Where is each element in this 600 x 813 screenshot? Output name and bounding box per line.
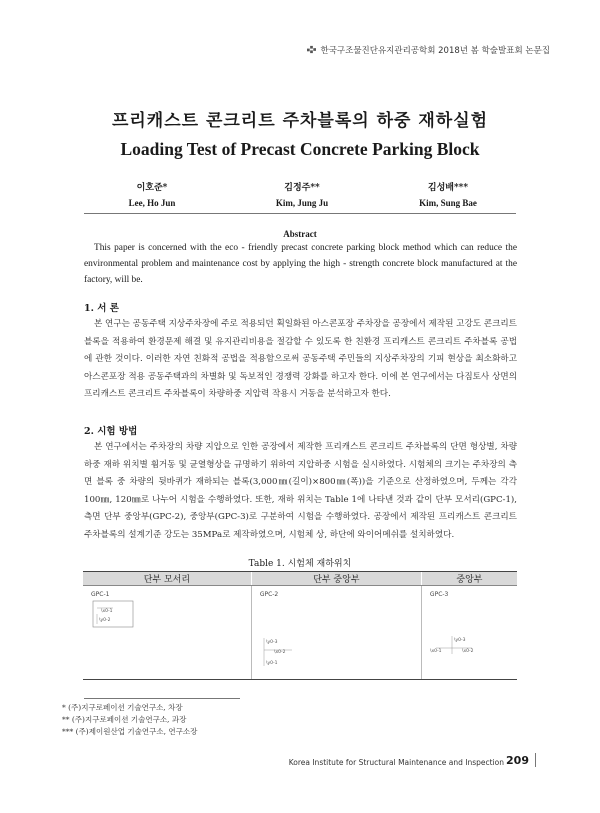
paper-title-english: Loading Test of Precast Concrete Parking Block — [120, 139, 480, 159]
table-caption: Table 1. 시험체 재하위치 — [248, 559, 352, 569]
table-header-edge-center: 단부 중앙부 — [251, 572, 421, 586]
author-name-korean: 김성배*** — [427, 183, 469, 193]
load-mark: \y0-3 — [265, 640, 278, 645]
load-mark: \x0-1 — [429, 649, 442, 654]
author-2 — [232, 180, 372, 208]
table-cell-gpc3 — [421, 586, 517, 680]
section-heading-method: 2. 시험 방법 — [84, 426, 138, 437]
table-header-edge-corner: 단부 모서리 — [83, 572, 251, 586]
load-mark: \x0-2 — [273, 650, 286, 655]
specimen-label: GPC-3 — [429, 591, 449, 598]
page-number: 209 — [506, 754, 529, 767]
author-divider — [84, 213, 516, 214]
section-text-method: 본 연구에서는 주차장의 차량 지압으로 인한 공장에서 제작한 프리캐스트 콘크리트 주차블록의 단면 형상별, 차량하중 재하 위치별 휨거동 및 균열형상을 규명하기 위하여 지압하중 시험을 실시하였다. 시험체의 크기는 주차장의 측면 블록 중 차량의 뒷바퀴가 재하되는 블록(3,000㎜(길이)×800㎜(폭))을 기준으로 산정하였으며, 두께는 각각 100㎜, 120㎜로 나누어 시험을 수행하였다. 또한, 재하 위치는 Table 1에 나타낸 것과 같이 단부 모서리(GPC-1), 측면 단부 중앙부(GPC-2), 중앙부(GPC-3)로 구분하여 시험을 수행하였다. 공장에서 제작된 프리캐스트 콘크리트 주차블록의 설계기준 강도는 35MPa로 제작하였으며, 시험체 상, 하단에 와이어메쉬를 설치하였다. — [84, 442, 517, 540]
paper-title-korean: 프리캐스트 콘크리트 주차블록의 하중 재하실험 — [111, 111, 489, 131]
footer-institute: Korea Institute for Structural Maintenance and Inspection — [288, 758, 504, 767]
load-position-figure — [83, 586, 227, 679]
abstract-heading: Abstract — [283, 229, 317, 239]
specimen-label: GPC-1 — [91, 591, 110, 598]
specimen-table — [83, 571, 517, 680]
load-mark: \y0-1 — [265, 661, 278, 666]
table-cell-gpc1 — [83, 586, 251, 680]
specimen-label: GPC-2 — [259, 591, 279, 598]
section-text-introduction: 본 연구는 공동주택 지상주차장에 주로 적용되던 획일화된 아스콘포장 주차장을 공장에서 제작된 고강도 콘크리트 블록을 적용하여 환경문제 해결 및 유지관리비용을 절감할 수 있도록 한 친환경 프리캐스트 콘크리트 주차블록 공법에 관한 것이다. 이러한 자연 친화적 공법을 적용함으로써 공동주택 주민들의 지상주차장의 기피 현상을 최소화하고 아스콘포장 적용 공동주택과의 차별화 및 독보적인 경쟁력 강화를 하고자 한다. 이에 본 연구에서는 다짐토사 상면의 프리캐스트 콘크리트 주차블록이 차량하중 지압력 작용시 거동을 분석하고자 한다. — [84, 319, 517, 399]
footnote-3: *** (주)제이원산업 기술연구소, 연구소장 — [62, 727, 198, 736]
author-3 — [378, 180, 518, 208]
load-mark: \x0-1 — [101, 609, 113, 614]
author-name-english: Kim, Sung Bae — [419, 198, 477, 208]
footnote-1: * (주)지구로페이션 기술연구소, 차장 — [62, 703, 183, 712]
footnote-divider — [84, 698, 240, 699]
page-number-divider — [535, 753, 536, 767]
journal-name: 한국구조물진단유지관리공학회 2018년 봄 학술발표회 논문집 — [320, 46, 550, 56]
footnote-2: ** (주)지구로페이션 기술연구소, 과장 — [62, 715, 187, 724]
section-heading-introduction: 1. 서 론 — [84, 303, 119, 314]
load-position-figure — [252, 586, 397, 679]
load-mark: \y0-3 — [453, 638, 466, 643]
load-mark: \x0-2 — [461, 649, 474, 654]
author-name-english: Kim, Jung Ju — [275, 198, 329, 208]
author-name-korean: 이호준* — [136, 183, 168, 193]
table-cell-gpc2 — [251, 586, 421, 680]
table-header-center: 중앙부 — [421, 572, 517, 586]
journal-logo-icon — [307, 45, 316, 54]
load-position-figure — [422, 586, 567, 679]
author-name-korean: 김정주** — [284, 183, 320, 193]
abstract-text: This paper is concerned with the eco - friendly precast concrete parking block method which can reduce the environmental problem and maintenance cost by applying the high - strength concrete block manufactured at the factory, will be. — [84, 243, 517, 285]
author-1 — [82, 180, 222, 208]
load-mark: \y0-2 — [99, 618, 111, 623]
running-header — [307, 44, 550, 56]
author-name-english: Lee, Ho Jun — [128, 198, 176, 208]
